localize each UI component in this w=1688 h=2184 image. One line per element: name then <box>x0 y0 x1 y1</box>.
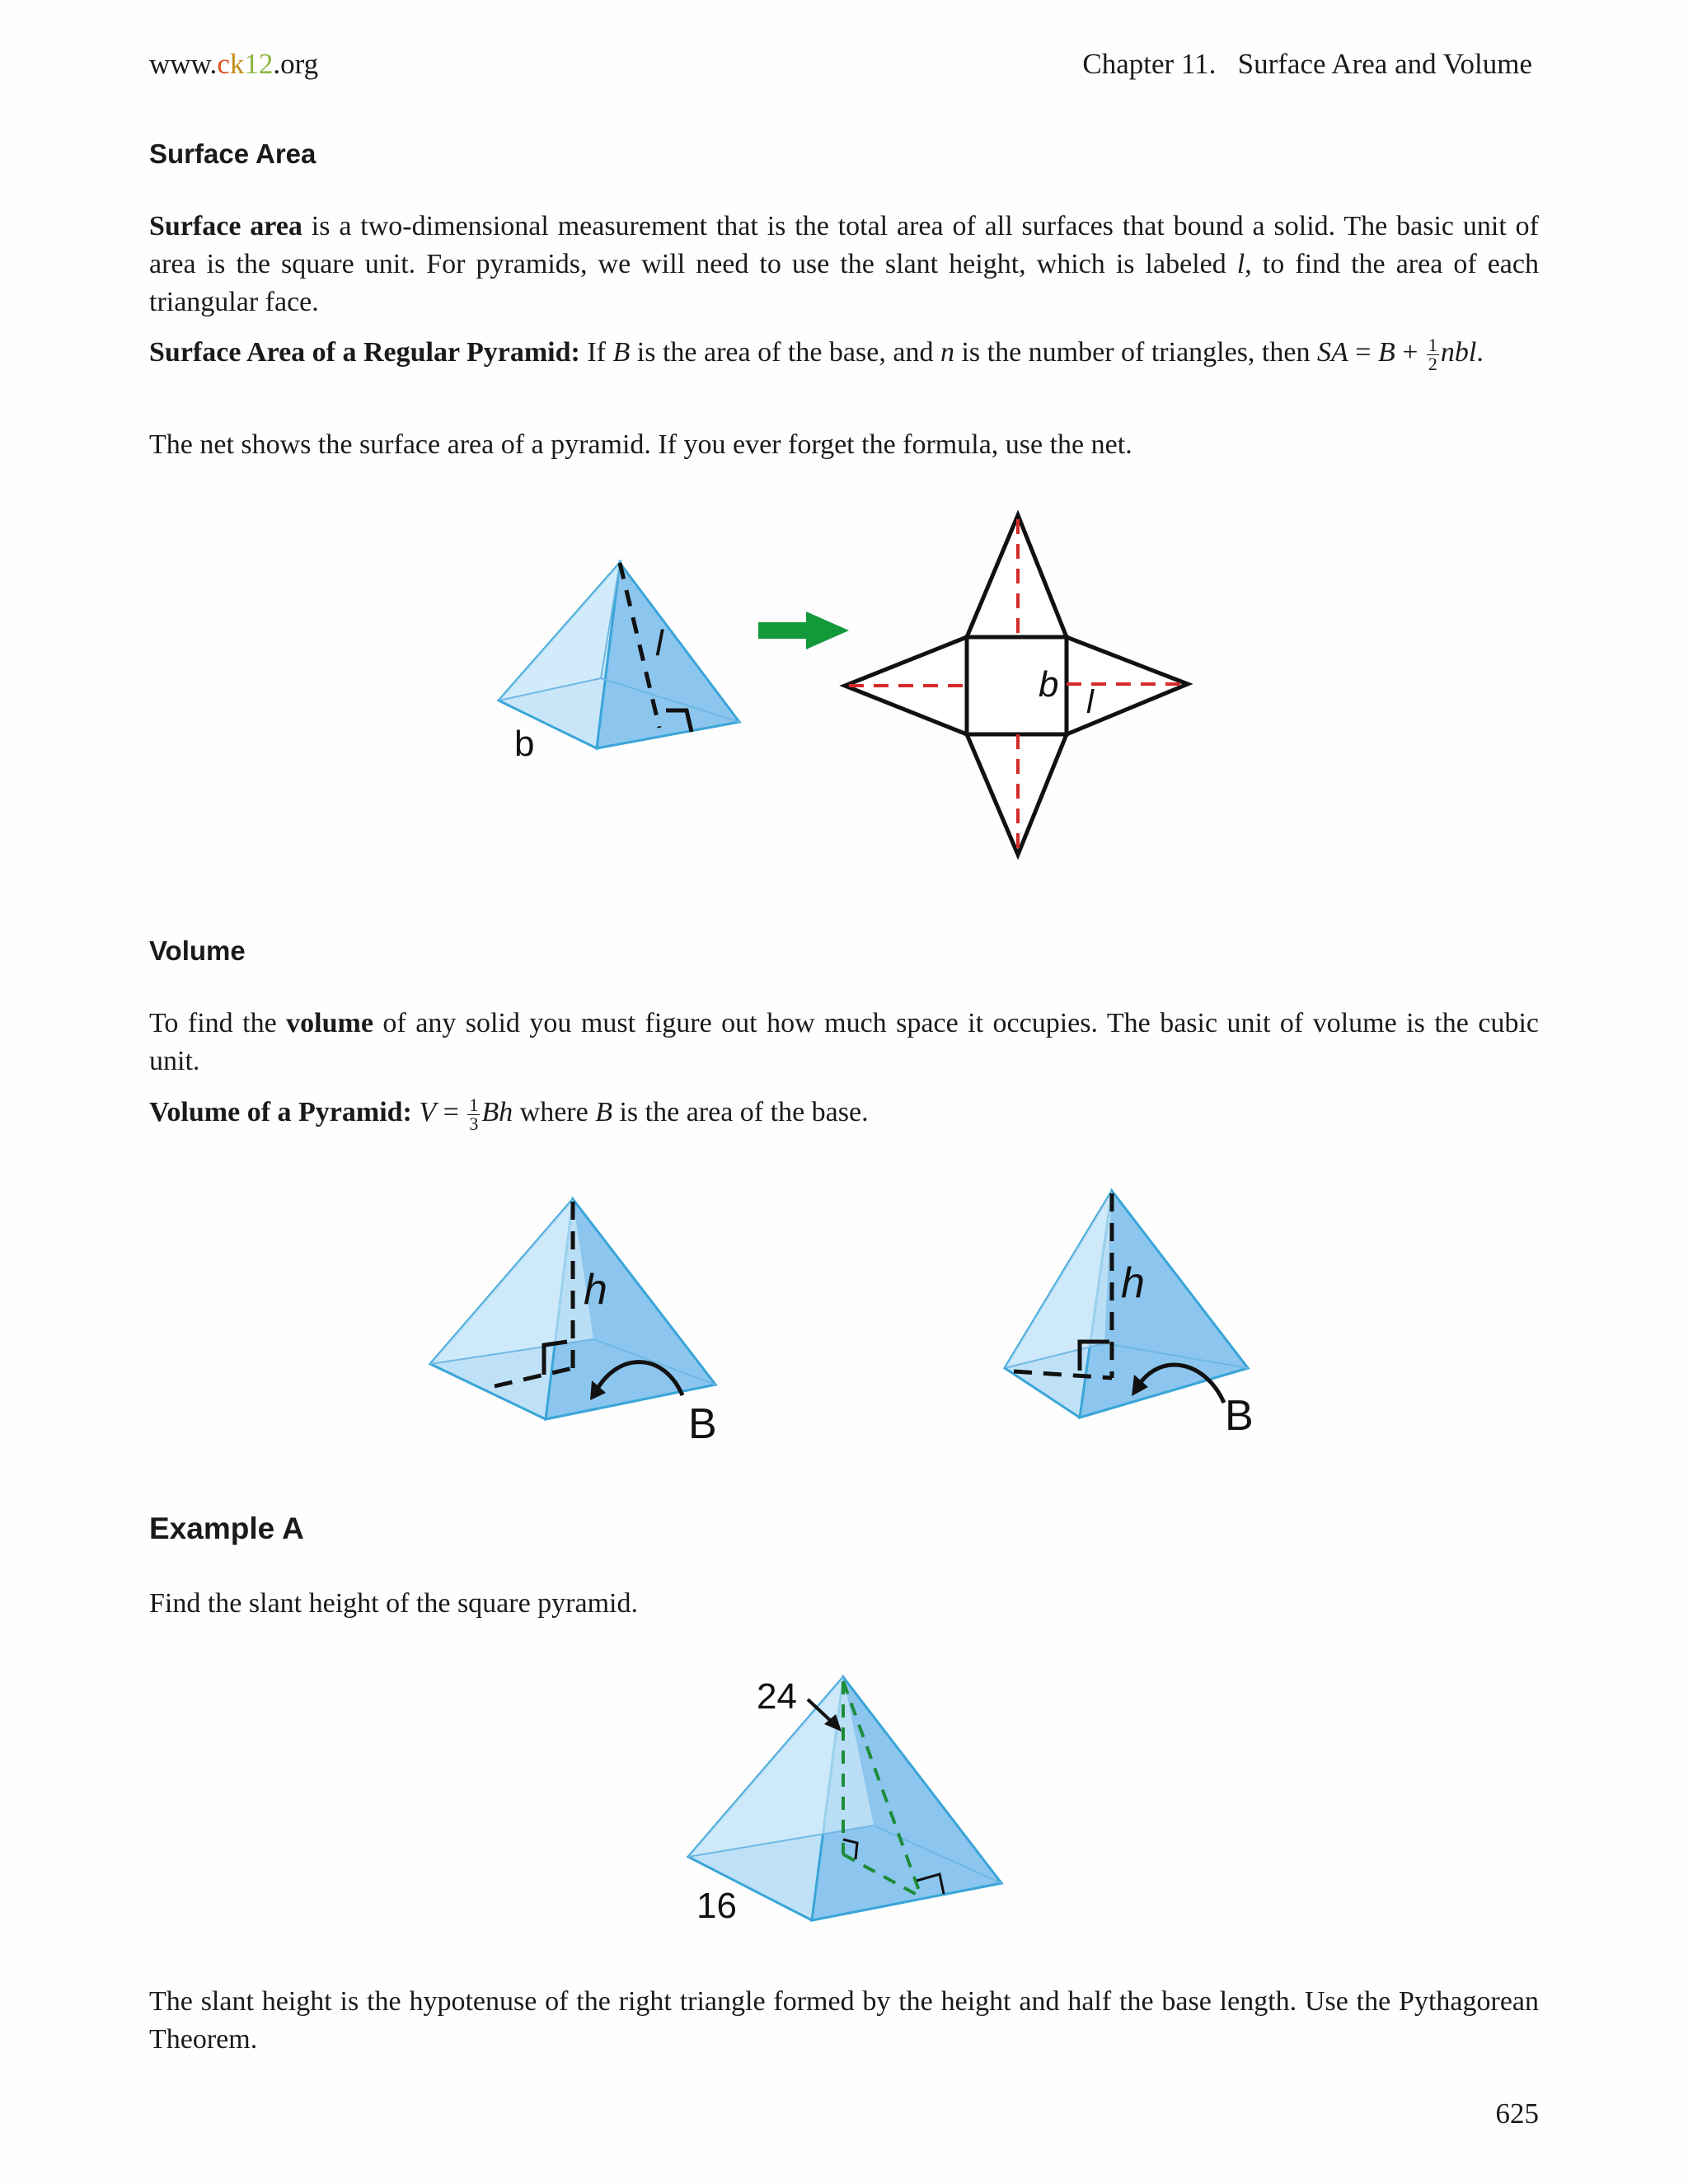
volume-formula <box>149 1094 1539 1133</box>
example-a-prompt: Find the slant height of the square pyramid. <box>149 1588 638 1619</box>
left-base-label: B <box>688 1400 717 1448</box>
term-volume-pyramid: Volume of a Pyramid: <box>149 1097 412 1127</box>
var-l: l <box>1236 249 1245 279</box>
surface-area-definition <box>149 208 1539 321</box>
brand-k: k <box>229 48 245 80</box>
page-number: 625 <box>1495 2097 1539 2130</box>
net-slant-label: l <box>1086 684 1094 720</box>
net-explanation: The net shows the surface area of a pyramid. If you ever forget the formula, use the net. <box>149 429 1132 460</box>
chapter-number: Chapter 11. <box>1082 48 1217 80</box>
section-heading-volume: Volume <box>149 935 246 966</box>
example-height-label: 24 <box>757 1676 797 1717</box>
site-url[interactable] <box>149 48 318 81</box>
site-suffix: .org <box>273 48 319 80</box>
text: is the area of the base. <box>612 1097 869 1127</box>
left-height-label: h <box>584 1266 607 1314</box>
denominator: 2 <box>1428 353 1437 374</box>
term-volume: volume <box>286 1008 373 1038</box>
text: To find the <box>149 1008 287 1038</box>
example-a-figure <box>676 1657 1022 1937</box>
right-height-label: h <box>1121 1259 1145 1307</box>
term-surface-area: Surface area <box>149 211 302 241</box>
numerator: 1 <box>1428 334 1437 355</box>
brand-c: c <box>217 48 230 80</box>
pyramid-volume-left <box>430 1199 715 1419</box>
volume-definition <box>149 1005 1539 1080</box>
text: where <box>513 1097 596 1127</box>
term-sa-regular-pyramid: Surface Area of a Regular Pyramid: <box>149 337 580 368</box>
text: + <box>1395 337 1425 368</box>
fraction-one-third <box>467 1096 480 1133</box>
numerator: 1 <box>469 1094 479 1115</box>
text: of any solid you must figure out how much space it occupies. The basic unit of volume is the cubic unit. <box>149 1008 1539 1076</box>
example-square-pyramid <box>688 1677 1001 1920</box>
var-Bh: Bh <box>481 1097 513 1127</box>
net-base-label: b <box>1039 664 1059 705</box>
pyramid-net-diagram <box>845 515 1188 855</box>
brand-12: 12 <box>244 48 274 80</box>
var-SA: SA <box>1316 337 1348 368</box>
site-prefix: www. <box>149 48 218 80</box>
var-V: V <box>419 1097 437 1127</box>
running-header <box>1082 48 1532 81</box>
example-a-explanation: The slant height is the hypotenuse of the right triangle formed by the height and half the base length. Use the Pythagorean Theorem. <box>149 1986 1539 2055</box>
text: If <box>579 337 613 368</box>
text: is the number of triangles, then <box>954 337 1317 368</box>
arrow-right-icon <box>758 612 849 649</box>
example-base-label: 16 <box>696 1886 737 1926</box>
chapter-title: Surface Area and Volume <box>1237 48 1532 80</box>
pyramid-base-label: b <box>514 724 535 764</box>
pyramid-net-figure <box>486 503 1212 865</box>
surface-area-formula <box>149 334 1539 373</box>
var-n: n <box>940 337 954 368</box>
text: . <box>1476 337 1484 368</box>
section-heading-example-a: Example A <box>149 1511 304 1545</box>
volume-figure <box>412 1179 1294 1451</box>
denominator: 3 <box>469 1113 479 1134</box>
section-heading-surface-area: Surface Area <box>149 138 316 169</box>
pyramid-slant-height-diagram <box>499 563 739 748</box>
pyramid-slant-label: l <box>655 623 663 663</box>
text: is the area of the base, and <box>630 337 940 368</box>
text: , to find the area of each triangular face. <box>149 249 1539 317</box>
fraction-one-half <box>1427 336 1439 373</box>
text: = <box>1348 337 1378 368</box>
var-B: B <box>1377 337 1395 368</box>
right-base-label: B <box>1225 1392 1254 1440</box>
var-B: B <box>612 337 631 368</box>
text: is a two-dimensional measurement that is the total area of all surfaces that bound a solid. The basic unit of area is the square unit. For pyramids, we will need to use the slant height, which is labeled <box>149 211 1539 279</box>
text: = <box>436 1097 467 1127</box>
var-B: B <box>595 1097 612 1127</box>
var-nbl: nbl <box>1440 337 1477 368</box>
